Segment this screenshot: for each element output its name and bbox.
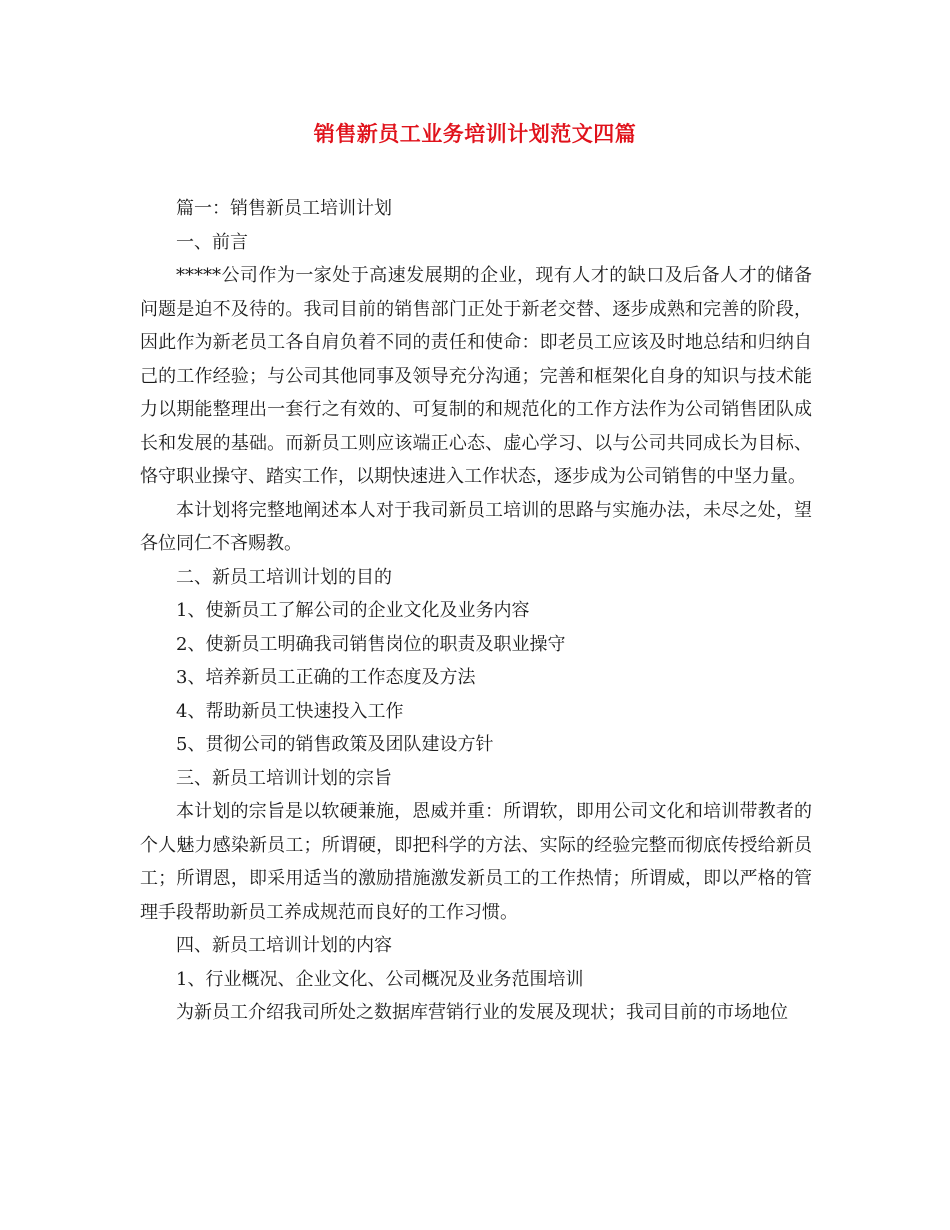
document-body — [140, 192, 812, 1030]
list-item-purpose-3: 3、培养新员工正确的工作态度及方法 — [176, 667, 476, 688]
paragraph-heading-preface: 一、前言 — [176, 231, 248, 253]
list-item-purpose-5: 5、贯彻公司的销售政策及团队建设方针 — [176, 734, 494, 755]
list-item-purpose-1: 1、使新员工了解公司的企业文化及业务内容 — [176, 600, 530, 621]
paragraph-section-heading: 篇一：销售新员工培训计划 — [176, 198, 392, 219]
paragraph-content-body: 为新员工介绍我司所处之数据库营销行业的发展及现状；我司目前的市场地位 — [176, 1002, 788, 1023]
list-item-purpose-2: 2、使新员工明确我司销售岗位的职责及职业操守 — [176, 633, 566, 655]
document-title: 销售新员工业务培训计划范文四篇 — [313, 122, 637, 146]
list-item-content-1: 1、行业概况、企业文化、公司概况及业务范围培训 — [176, 968, 584, 990]
paragraph-heading-tenet: 三、新员工培训计划的宗旨 — [176, 767, 392, 789]
paragraph-preface-closing: 本计划将完整地阐述本人对于我司新员工培训的思路与实施办法，未尽之处，望各位同仁不吝赐教。 — [140, 499, 812, 554]
list-item-purpose-4: 4、帮助新员工快速投入工作 — [176, 700, 404, 722]
paragraph-preface-body: *****公司作为一家处于高速发展期的企业，现有人才的缺口及后备人才的储备问题是迫不及待的。我司目前的销售部门正处于新老交替、逐步成熟和完善的阶段，因此作为新老员工各自肩负着不同的责任和使命：即老员工应该及时地总结和归纳自己的工作经验；与公司其他同事及领导充分沟通；完善和框架化自身的知识与技术能力以期能整理出一套行之有效的、可复制的和规范化的工作方法作为公司销售团队成长和发展的基础。而新员工则应该端正心态、虚心学习、以与公司共同成长为目标、恪守职业操守、踏实工作，以期快速进入工作状态，逐步成为公司销售的中坚力量。 — [140, 265, 812, 487]
paragraph-tenet-body: 本计划的宗旨是以软硬兼施，恩威并重：所谓软，即用公司文化和培训带教者的个人魅力感染新员工；所谓硬，即把科学的方法、实际的经验完整而彻底传授给新员工；所谓恩，即采用适当的激励措施激发新员工的工作热情；所谓威，即以严格的管理手段帮助新员工养成规范而良好的工作习惯。 — [140, 801, 812, 923]
paragraph-heading-content: 四、新员工培训计划的内容 — [176, 935, 392, 956]
paragraph-heading-purpose: 二、新员工培训计划的目的 — [176, 566, 392, 588]
